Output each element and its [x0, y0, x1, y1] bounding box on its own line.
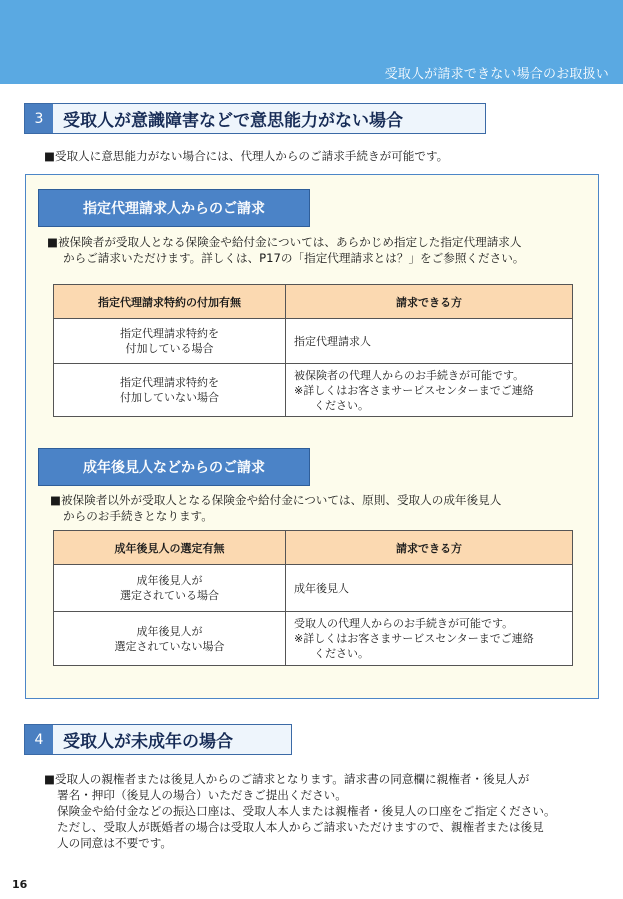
table-cell	[54, 319, 286, 364]
section-4-line1: ■受取人の親権者または後見人からのご請求となります。請求書の同意欄に親権者・後見人が	[44, 772, 530, 786]
table-cell	[54, 612, 286, 666]
table-row	[54, 319, 573, 364]
table-row	[54, 565, 573, 612]
table-cell	[286, 319, 573, 364]
designated-proxy-table	[53, 284, 573, 417]
section-4-title: 受取人が未成年の場合	[63, 732, 233, 752]
section-3-title: 受取人が意識障害などで意思能力がない場合	[63, 111, 403, 131]
cell-line: ください。	[314, 398, 369, 412]
section-3-number: 3	[25, 104, 53, 133]
cell-line: ※詳しくはお客さまサービスセンターまでご連絡	[294, 383, 534, 397]
cell-line: 選定されている場合	[120, 589, 219, 602]
table-cell	[286, 565, 573, 612]
table-cell	[54, 565, 286, 612]
section-3-heading	[24, 103, 486, 134]
cell-line: 指定代理請求人	[294, 334, 371, 348]
guardian-table	[53, 530, 573, 666]
table-header-cell: 指定代理請求特約の付加有無	[54, 285, 286, 319]
cell-line: 選定されていない場合	[114, 639, 225, 653]
table-header-row	[54, 531, 573, 565]
cell-line: ※詳しくはお客さまサービスセンターまでご連絡	[294, 632, 534, 645]
table-cell	[286, 364, 573, 417]
cell-line: 指定代理請求特約を	[120, 376, 219, 389]
cell-line: 被保険者の代理人からのお手続きが可能です。	[294, 368, 525, 382]
section-4-line5: 人の同意は不要です。	[57, 836, 173, 850]
table-row	[54, 364, 573, 417]
table-header-cell: 成年後見人の選定有無	[54, 531, 286, 565]
designated-proxy-heading: 指定代理請求人からのご請求	[38, 189, 310, 227]
section-4-heading	[24, 724, 292, 755]
cell-line: 受取人の代理人からのお手続きが可能です。	[294, 617, 514, 630]
header-title: 受取人が請求できない場合のお取扱い	[384, 67, 609, 82]
section-4-line2: 署名・押印（後見人の場合）いただきご提出ください。	[57, 788, 347, 802]
guardian-heading: 成年後見人などからのご請求	[38, 448, 310, 486]
section-4-line4: ただし、受取人が既婚者の場合は受取人本人からご請求いただけますので、親権者または後見	[57, 820, 544, 834]
designated-proxy-text-line2: からご請求いただけます。詳しくは、P17の「指定代理請求とは？」をご参照ください。	[63, 251, 525, 265]
guardian-text-line2: からのお手続きとなります。	[63, 509, 213, 523]
guardian-text-line1: ■被保険者以外が受取人となる保険金や給付金については、原則、受取人の成年後見人	[50, 493, 502, 507]
cell-line: 成年後見人が	[136, 624, 203, 638]
cell-line: ください。	[314, 647, 369, 660]
cell-line: 付加している場合	[125, 342, 214, 355]
cell-line: 付加していない場合	[120, 391, 219, 404]
cell-line: 指定代理請求特約を	[120, 327, 219, 340]
table-row	[54, 612, 573, 666]
page-number: 16	[12, 878, 28, 891]
section-4-line3: 保険金や給付金などの振込口座は、受取人本人または親権者・後見人の口座をご指定ください。	[57, 804, 556, 818]
table-cell	[54, 364, 286, 417]
section-3-intro: ■受取人に意思能力がない場合には、代理人からのご請求手続きが可能です。	[44, 149, 449, 163]
cell-line: 成年後見人	[294, 581, 349, 595]
designated-proxy-text-line1: ■被保険者が受取人となる保険金や給付金については、あらかじめ指定した指定代理請求人	[47, 235, 522, 249]
table-cell	[286, 612, 573, 666]
section-4-number: 4	[25, 725, 53, 754]
table-header-row	[54, 285, 573, 319]
header-band	[0, 0, 623, 84]
table-header-cell: 請求できる方	[286, 285, 573, 319]
table-header-cell: 請求できる方	[286, 531, 573, 565]
cell-line: 成年後見人が	[136, 574, 203, 587]
